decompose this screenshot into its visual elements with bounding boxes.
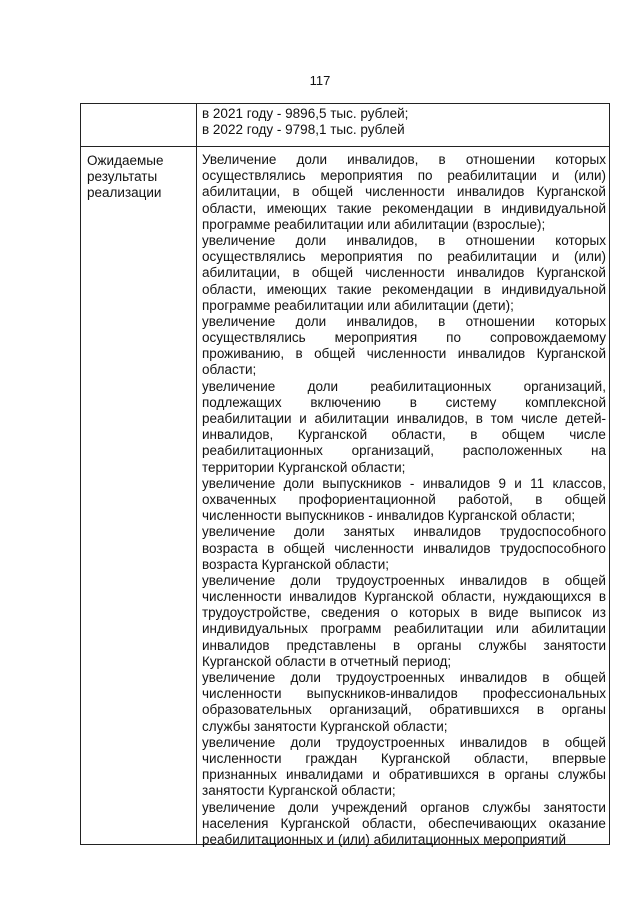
table-row-financing bbox=[81, 104, 609, 147]
result-line: увеличение доли инвалидов, в отношении которых bbox=[202, 313, 606, 329]
result-line: возраста Курганской области; bbox=[202, 556, 390, 572]
result-line: увеличение доли реабилитационных организаций, bbox=[202, 378, 606, 394]
result-line: увеличение доли учреждений органов службы занятости bbox=[202, 799, 606, 815]
financing-line: в 2022 году - 9798,1 тыс. рублей bbox=[202, 122, 405, 138]
result-line: области; bbox=[202, 362, 257, 378]
result-line: возраста в общей численности инвалидов трудоспособного bbox=[202, 540, 606, 556]
result-line: программе реабилитации или абилитации (взрослые); bbox=[202, 216, 546, 232]
result-line: признанных инвалидами и обратившихся в органы службы bbox=[202, 767, 606, 783]
result-line: численности инвалидов Курганской области, нуждающихся в bbox=[202, 589, 606, 605]
label-line: реализации bbox=[87, 185, 162, 201]
label-line: Ожидаемые bbox=[87, 153, 164, 168]
result-line: области, имеющих такие рекомендации в индивидуальной bbox=[202, 200, 606, 216]
result-line: увеличение доли инвалидов, в отношении которых bbox=[202, 232, 606, 248]
result-line: увеличение доли занятых инвалидов трудоспособного bbox=[202, 524, 606, 540]
program-passport-table bbox=[80, 103, 610, 845]
result-line: реабилитации и абилитации инвалидов, в том числе детей- bbox=[202, 411, 606, 426]
result-line: увеличение доли трудоустроенных инвалидов в общей bbox=[202, 734, 606, 750]
result-line: численности граждан Курганской области, впервые bbox=[202, 750, 606, 766]
result-line: Увеличение доли инвалидов, в отношении которых bbox=[202, 152, 606, 167]
result-line: реабилитационных и (или) абилитационных мероприятий bbox=[202, 831, 567, 847]
result-line: области, имеющих такие рекомендации в индивидуальной bbox=[202, 281, 606, 297]
result-line: абилитации, в общей численности инвалидов Курганской bbox=[202, 184, 606, 200]
expected-results-content-cell bbox=[202, 152, 606, 848]
result-line: службы занятости Курганской области; bbox=[202, 718, 448, 734]
financing-line: в 2021 году - 9896,5 тыс. рублей; bbox=[202, 106, 409, 121]
result-line: осуществлялись мероприятия по реабилитации и (или) bbox=[202, 249, 606, 265]
table-row-expected-results bbox=[81, 147, 609, 847]
result-line: программе реабилитации или абилитации (дети); bbox=[202, 297, 514, 313]
result-line: населения Курганской области, обеспечивающих оказание bbox=[202, 815, 606, 831]
page-number: 117 bbox=[309, 73, 331, 88]
expected-results-label-cell bbox=[87, 153, 191, 202]
result-line: инвалидов представлены в органы службы занятости bbox=[202, 637, 606, 653]
result-line: территории Курганской области; bbox=[202, 459, 406, 475]
result-line: занятости Курганской области; bbox=[202, 783, 396, 799]
label-line: результаты bbox=[87, 169, 158, 185]
result-line: увеличение доли трудоустроенных инвалидов в общей bbox=[202, 670, 606, 685]
result-line: образовательных организаций, обратившихся в органы bbox=[202, 702, 606, 718]
result-line: проживанию, в общей численности инвалидов Курганской bbox=[202, 346, 606, 362]
result-line: абилитации, в общей численности инвалидов Курганской bbox=[202, 265, 606, 281]
result-line: индивидуальных программ реабилитации или абилитации bbox=[202, 621, 606, 637]
result-line: осуществлялись мероприятия по сопровождаемому bbox=[202, 330, 606, 346]
result-line: инвалидов, Курганской области, в общем числе bbox=[202, 427, 606, 443]
result-line: увеличение доли выпускников - инвалидов 9 и 11 классов, bbox=[202, 475, 606, 491]
result-line: трудоустройстве, сведения о которых в виде выписок из bbox=[202, 605, 606, 621]
result-line: численности выпускников-инвалидов профессиональных bbox=[202, 686, 606, 702]
result-line: Курганской области в отчетный период; bbox=[202, 653, 452, 669]
financing-content-cell bbox=[202, 106, 606, 138]
result-line: численности выпускников - инвалидов Курганской области; bbox=[202, 508, 576, 524]
result-line: увеличение доли трудоустроенных инвалидов в общей bbox=[202, 572, 606, 588]
result-line: реабилитационных организаций, расположенных на bbox=[202, 443, 606, 459]
result-line: охваченных профориентационной работой, в общей bbox=[202, 491, 606, 507]
result-line: осуществлялись мероприятия по реабилитации и (или) bbox=[202, 168, 606, 184]
result-line: подлежащих включению в систему комплексной bbox=[202, 394, 606, 410]
